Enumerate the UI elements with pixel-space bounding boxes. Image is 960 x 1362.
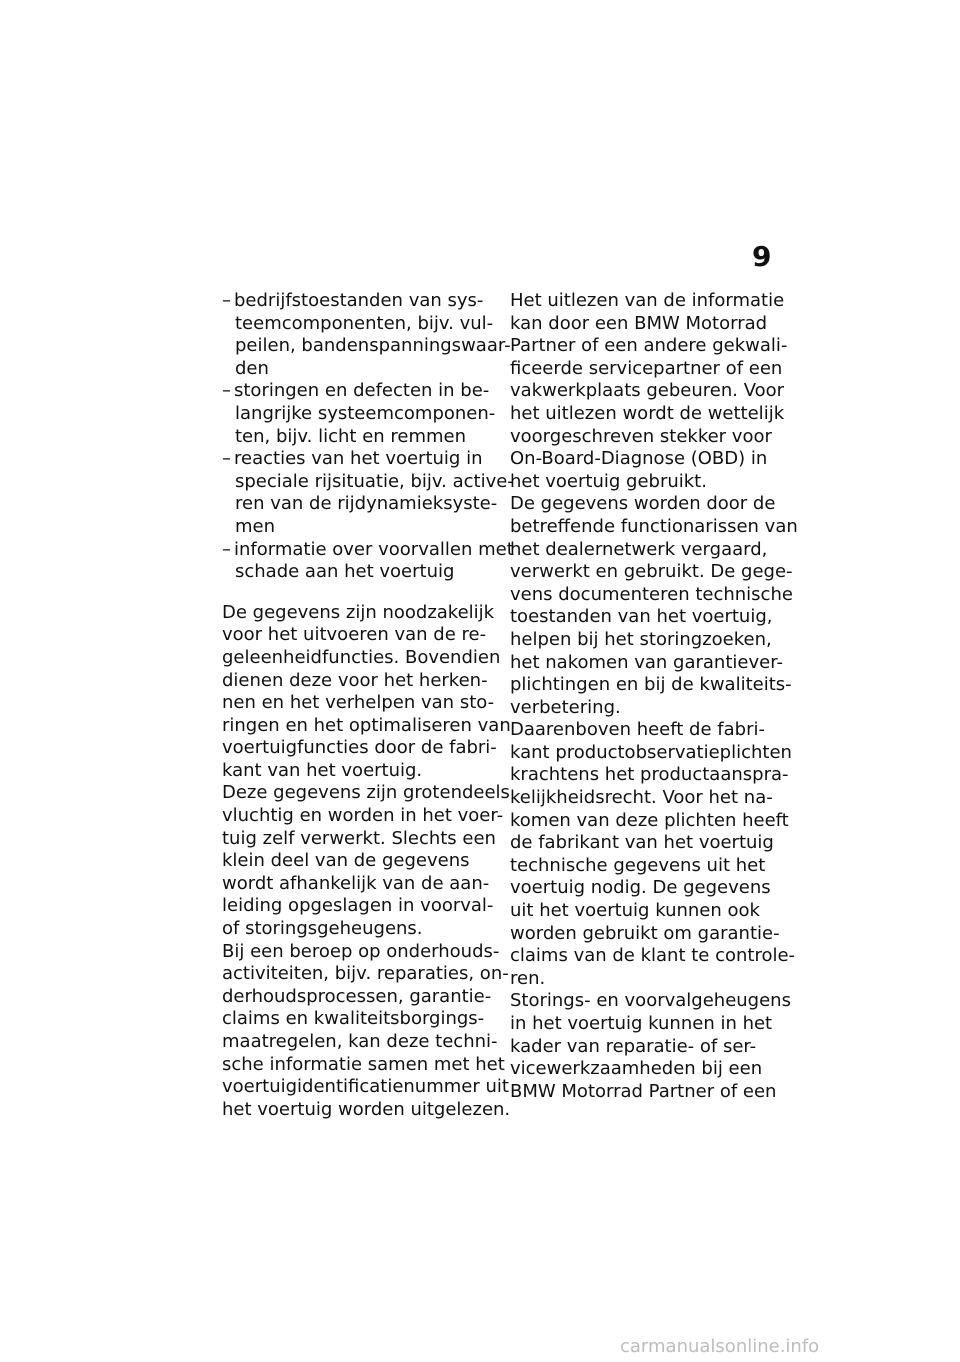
paragraph-line: ren. bbox=[510, 967, 546, 989]
paragraph-line: betreffende functionarissen van bbox=[510, 515, 798, 537]
paragraph-line: sche informatie samen met het bbox=[222, 1053, 505, 1075]
right-column bbox=[510, 290, 798, 1103]
paragraph-line: dienen deze voor het herken- bbox=[222, 669, 488, 691]
paragraph-line: claims van de klant te controle- bbox=[510, 945, 796, 967]
list-item-line: ren van de rijdynamieksyste- bbox=[235, 493, 498, 515]
list-item-line: bedrijfstoestanden van sys- bbox=[234, 290, 484, 311]
paragraph-line: voertuigidentificatienummer uit bbox=[222, 1076, 509, 1098]
paragraph-line: kant van het voertuig. bbox=[222, 759, 423, 781]
paragraph-line: het voertuig worden uitgelezen. bbox=[222, 1098, 511, 1120]
list-dash: – bbox=[222, 448, 231, 470]
paragraph bbox=[222, 940, 511, 1122]
paragraph-line: technische gegevens uit het bbox=[510, 854, 766, 876]
paragraph-line: toestanden van het voertuig, bbox=[510, 606, 773, 628]
list-item-line: den bbox=[235, 357, 269, 379]
paragraph-line: leiding opgeslagen in voorval- bbox=[222, 895, 494, 917]
paragraph-line: kan door een BMW Motorrad bbox=[510, 312, 768, 334]
paragraph-line: tuig zelf verwerkt. Slechts een bbox=[222, 827, 496, 849]
list-dash: – bbox=[222, 290, 231, 311]
paragraph-line: De gegevens zijn noodzakelijk bbox=[222, 601, 495, 623]
page-number: 9 bbox=[752, 240, 772, 273]
paragraph-line: kant productobservatieplichten bbox=[510, 741, 792, 763]
list-item-line: langrijke systeemcomponen- bbox=[235, 402, 496, 424]
paragraph-line: Partner of een andere gekwali- bbox=[510, 335, 788, 357]
paragraph-line: plichtingen en bij de kwaliteits- bbox=[510, 674, 792, 696]
paragraph-line: voor het uitvoeren van de re- bbox=[222, 624, 487, 646]
paragraph-line: voertuigfuncties door de fabri- bbox=[222, 737, 497, 759]
paragraph bbox=[510, 719, 796, 990]
paragraph bbox=[510, 990, 791, 1103]
paragraph bbox=[222, 601, 511, 783]
paragraph-line: kader van reparatie- of ser- bbox=[510, 1035, 757, 1057]
paragraph-line: worden gebruikt om garantie- bbox=[510, 922, 780, 944]
paragraph-line: kelijkheidsrecht. Voor het na- bbox=[510, 787, 773, 809]
list-dash: – bbox=[222, 380, 231, 402]
list-item bbox=[222, 448, 514, 538]
paragraph-line: verwerkt en gebruikt. De gege- bbox=[510, 561, 793, 583]
right-paragraphs bbox=[510, 290, 798, 1103]
paragraph-line: ringen en het optimaliseren van bbox=[222, 714, 511, 736]
list-item-line: informatie over voorvallen met bbox=[234, 538, 514, 560]
paragraph-line: komen van deze plichten heeft bbox=[510, 809, 789, 831]
paragraph-line: het uitlezen wordt de wettelijk bbox=[510, 402, 785, 424]
paragraph-line: klein deel van de gegevens bbox=[222, 850, 470, 872]
list-item bbox=[222, 290, 511, 380]
list-item bbox=[222, 380, 494, 448]
paragraph-line: voorgeschreven stekker voor bbox=[510, 425, 772, 447]
paragraph-line: helpen bij het storingzoeken, bbox=[510, 628, 772, 650]
paragraph-line: de fabrikant van het voertuig bbox=[510, 832, 774, 854]
paragraph-line: derhoudsprocessen, garantie- bbox=[222, 985, 492, 1007]
paragraph-line: Daarenboven heeft de fabri- bbox=[510, 719, 765, 741]
paragraph-line: krachtens het productaanspra- bbox=[510, 764, 789, 786]
paragraph-line: vicewerkzaamheden bij een bbox=[510, 1058, 763, 1080]
paragraph-line: voertuig nodig. De gegevens bbox=[510, 877, 771, 899]
list-item-line: storingen en defecten in be- bbox=[234, 380, 490, 402]
list-item-line: speciale rijsituatie, bijv. active- bbox=[235, 470, 514, 492]
list-item-line: men bbox=[235, 515, 276, 537]
paragraph-line: uit het voertuig kunnen ook bbox=[510, 900, 760, 922]
paragraph-line: BMW Motorrad Partner of een bbox=[510, 1080, 777, 1102]
left-column bbox=[222, 290, 514, 1121]
list-item bbox=[222, 538, 514, 584]
paragraph bbox=[510, 290, 788, 493]
data-category-list bbox=[222, 290, 514, 584]
paragraph-line: Bij een beroep op onderhouds- bbox=[222, 940, 500, 962]
paragraph bbox=[510, 493, 798, 719]
paragraph-line: De gegevens worden door de bbox=[510, 493, 776, 515]
paragraph-line: het dealernetwerk vergaard, bbox=[510, 538, 768, 560]
left-paragraphs bbox=[222, 601, 511, 1122]
paragraph-line: activiteiten, bijv. reparaties, on- bbox=[222, 963, 509, 985]
list-dash: – bbox=[222, 538, 231, 560]
paragraph-line: ficeerde servicepartner of een bbox=[510, 357, 783, 379]
paragraph-line: On-Board-Diagnose (OBD) in bbox=[510, 448, 768, 470]
paragraph-line: vens documenteren technische bbox=[510, 583, 793, 605]
list-item-line: schade aan het voertuig bbox=[235, 561, 455, 583]
paragraph-line: het nakomen van garantiever- bbox=[510, 651, 783, 673]
list-item-line: teemcomponenten, bijv. vul- bbox=[235, 312, 494, 334]
list-item-line: reacties van het voertuig in bbox=[234, 448, 483, 470]
paragraph-line: geleenheidfuncties. Bovendien bbox=[222, 646, 501, 668]
paragraph-line: maatregelen, kan deze techni- bbox=[222, 1031, 498, 1052]
list-item-line: ten, bijv. licht en remmen bbox=[235, 425, 467, 447]
paragraph-line: in het voertuig kunnen in het bbox=[510, 1013, 773, 1034]
paragraph-line: Deze gegevens zijn grotendeels bbox=[222, 782, 510, 804]
paragraph-line: verbetering. bbox=[510, 696, 621, 718]
paragraph-line: het voertuig gebruikt. bbox=[510, 470, 707, 492]
paragraph-line: nen en het verhelpen van sto- bbox=[222, 692, 495, 714]
paragraph-line: vluchtig en worden in het voer- bbox=[222, 805, 504, 827]
paragraph bbox=[222, 782, 510, 940]
paragraph-line: Storings- en voorvalgeheugens bbox=[510, 990, 791, 1012]
paragraph-line: claims en kwaliteitsborgings- bbox=[222, 1008, 485, 1030]
watermark-url: carmanualsonline.info bbox=[620, 1336, 820, 1357]
paragraph-line: of storingsgeheugens. bbox=[222, 918, 423, 940]
list-item-line: peilen, bandenspanningswaar- bbox=[235, 335, 511, 357]
paragraph-line: vakwerkplaats gebeuren. Voor bbox=[510, 380, 785, 402]
paragraph-line: Het uitlezen van de informatie bbox=[510, 290, 785, 311]
paragraph-line: wordt afhankelijk van de aan- bbox=[222, 872, 490, 894]
